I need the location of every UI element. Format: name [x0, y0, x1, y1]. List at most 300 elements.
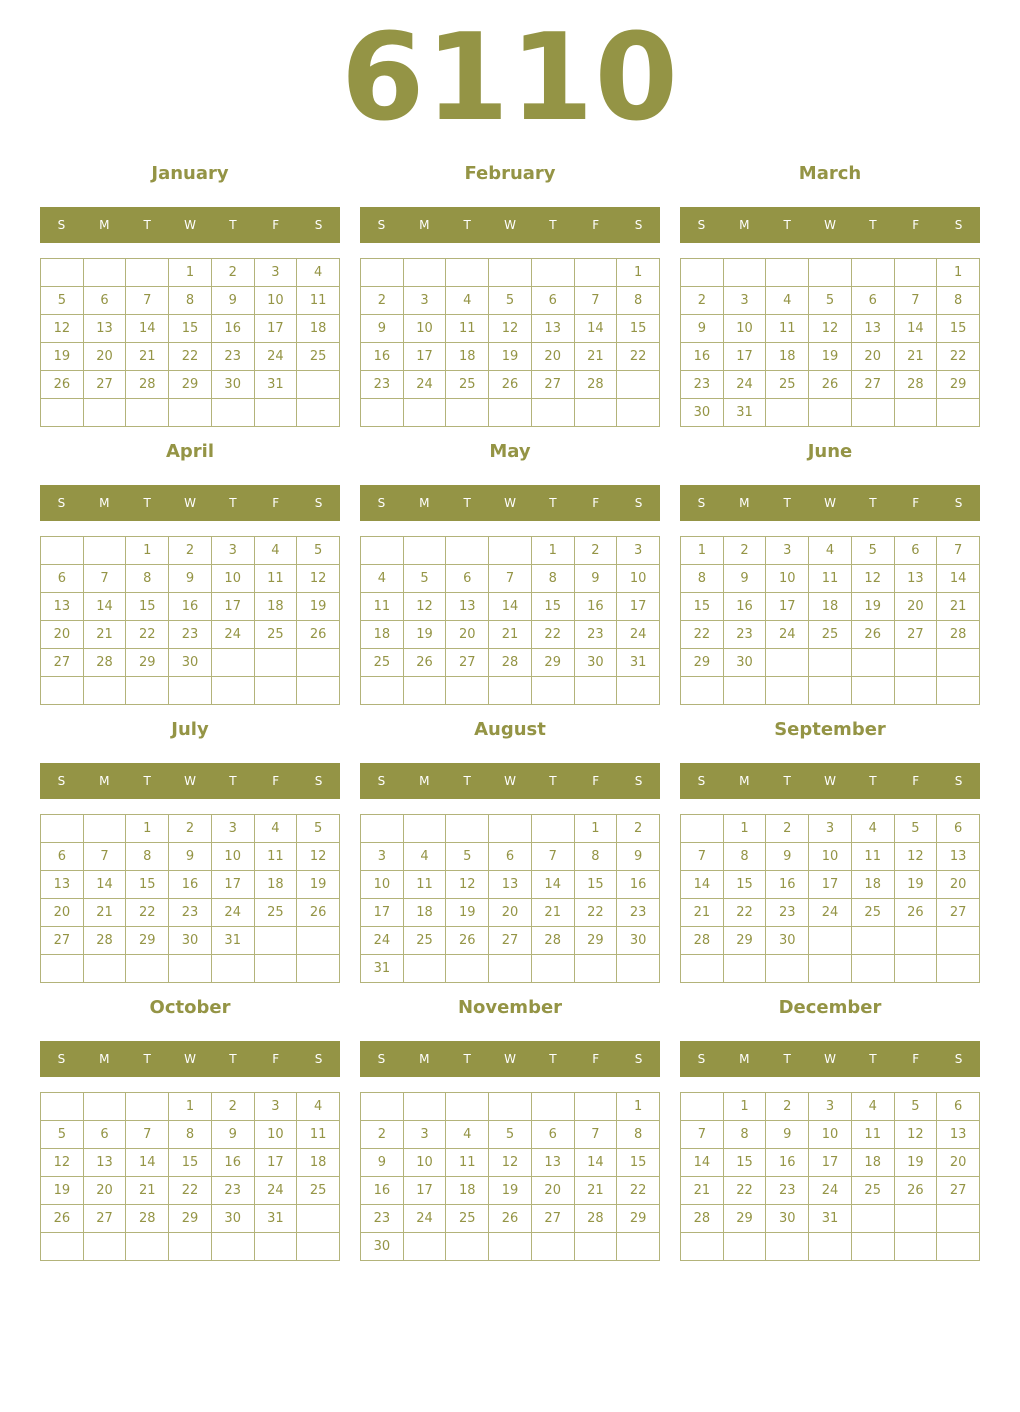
day-cell: 1: [126, 815, 169, 843]
day-cell: [84, 955, 127, 983]
weekday-label: T: [229, 774, 237, 788]
day-cell: 1: [681, 537, 724, 565]
day-cell: 10: [212, 843, 255, 871]
day-cell: 5: [895, 815, 938, 843]
day-cell: 13: [532, 315, 575, 343]
day-cell: 21: [84, 899, 127, 927]
day-cell: [84, 1233, 127, 1261]
day-cell: [575, 399, 618, 427]
day-cell: 9: [724, 565, 767, 593]
day-cell: 13: [852, 315, 895, 343]
weekday-label: M: [739, 1052, 750, 1066]
month-january: [40, 160, 340, 427]
day-cell: 28: [532, 927, 575, 955]
day-cell: 16: [681, 343, 724, 371]
day-cell: 13: [937, 1121, 980, 1149]
day-cell: [446, 955, 489, 983]
day-cell: [937, 927, 980, 955]
weekday-label: T: [463, 1052, 471, 1066]
day-cell: 24: [766, 621, 809, 649]
weekday-header: [360, 207, 660, 243]
day-cell: 17: [212, 593, 255, 621]
day-cell: 25: [297, 343, 340, 371]
day-cell: 18: [404, 899, 447, 927]
day-cell: 7: [489, 565, 532, 593]
day-cell: [84, 677, 127, 705]
day-cell: 27: [489, 927, 532, 955]
day-cell: 27: [41, 649, 84, 677]
day-cell: 27: [84, 1205, 127, 1233]
day-cell: 11: [852, 1121, 895, 1149]
day-cell: [126, 955, 169, 983]
day-cell: 25: [766, 371, 809, 399]
day-cell: 3: [404, 1121, 447, 1149]
day-cell: [766, 677, 809, 705]
day-cell: 1: [617, 1093, 660, 1121]
day-cell: 23: [575, 621, 618, 649]
day-cell: [361, 677, 404, 705]
day-cell: 22: [724, 1177, 767, 1205]
day-cell: 28: [489, 649, 532, 677]
day-cell: 29: [575, 927, 618, 955]
day-cell: 17: [255, 1149, 298, 1177]
day-cell: 2: [212, 259, 255, 287]
day-cell: 15: [617, 1149, 660, 1177]
day-cell: 28: [84, 649, 127, 677]
month-name: June: [807, 441, 853, 462]
day-grid: [680, 258, 980, 427]
weekday-label: M: [419, 496, 430, 510]
day-cell: [532, 677, 575, 705]
day-cell: [255, 1233, 298, 1261]
month-june: [680, 438, 980, 705]
day-cell: 15: [126, 593, 169, 621]
weekday-label: W: [504, 774, 516, 788]
day-cell: [681, 1233, 724, 1261]
weekday-label: S: [634, 1052, 643, 1066]
day-cell: 22: [169, 343, 212, 371]
day-cell: [169, 399, 212, 427]
day-cell: 28: [575, 371, 618, 399]
day-cell: [212, 1233, 255, 1261]
day-cell: 21: [575, 343, 618, 371]
day-cell: [852, 677, 895, 705]
day-cell: [297, 399, 340, 427]
day-cell: 10: [361, 871, 404, 899]
day-cell: 27: [41, 927, 84, 955]
day-cell: 16: [169, 593, 212, 621]
day-cell: [895, 927, 938, 955]
day-cell: 10: [212, 565, 255, 593]
weekday-label: F: [592, 774, 600, 788]
day-cell: 17: [212, 871, 255, 899]
weekday-label: W: [824, 774, 836, 788]
day-cell: [361, 1093, 404, 1121]
day-cell: [532, 1233, 575, 1261]
day-cell: 30: [361, 1233, 404, 1261]
day-cell: 8: [681, 565, 724, 593]
weekday-label: F: [272, 218, 280, 232]
month-october: [40, 994, 340, 1261]
day-cell: [681, 955, 724, 983]
month-name: January: [151, 163, 229, 184]
weekday-label: M: [419, 218, 430, 232]
weekday-label: T: [229, 218, 237, 232]
day-cell: 21: [575, 1177, 618, 1205]
day-cell: [84, 815, 127, 843]
day-cell: 16: [766, 1149, 809, 1177]
day-cell: 20: [489, 899, 532, 927]
day-cell: 16: [766, 871, 809, 899]
weekday-header: [680, 485, 980, 521]
day-cell: 19: [404, 621, 447, 649]
weekday-label: S: [954, 774, 963, 788]
day-cell: 15: [169, 315, 212, 343]
day-cell: 12: [895, 1121, 938, 1149]
weekday-label: M: [99, 1052, 110, 1066]
weekday-label: S: [314, 1052, 323, 1066]
month-february: [360, 160, 660, 427]
weekday-label: T: [869, 1052, 877, 1066]
day-cell: [681, 1093, 724, 1121]
day-cell: 25: [446, 371, 489, 399]
day-cell: 14: [532, 871, 575, 899]
weekday-label: F: [272, 774, 280, 788]
day-cell: 17: [404, 343, 447, 371]
day-cell: 26: [446, 927, 489, 955]
day-cell: 12: [852, 565, 895, 593]
day-cell: 8: [169, 1121, 212, 1149]
day-cell: [809, 399, 852, 427]
day-cell: 11: [852, 843, 895, 871]
month-name: April: [165, 441, 215, 462]
day-cell: [809, 677, 852, 705]
day-cell: 3: [255, 259, 298, 287]
day-cell: [255, 677, 298, 705]
year-title: 6110: [341, 9, 679, 148]
day-cell: 18: [446, 343, 489, 371]
day-cell: [126, 677, 169, 705]
day-cell: 8: [724, 1121, 767, 1149]
day-cell: 9: [681, 315, 724, 343]
day-cell: 26: [489, 371, 532, 399]
day-cell: 13: [446, 593, 489, 621]
day-cell: 29: [617, 1205, 660, 1233]
day-cell: 24: [724, 371, 767, 399]
day-cell: 18: [809, 593, 852, 621]
weekday-label: S: [57, 496, 66, 510]
day-cell: 30: [724, 649, 767, 677]
day-cell: 20: [446, 621, 489, 649]
day-cell: 5: [489, 1121, 532, 1149]
day-cell: 14: [681, 871, 724, 899]
day-cell: [212, 677, 255, 705]
day-cell: [809, 955, 852, 983]
weekday-label: S: [697, 218, 706, 232]
month-name: August: [474, 719, 546, 740]
day-cell: 24: [809, 1177, 852, 1205]
day-cell: 18: [255, 871, 298, 899]
day-cell: [809, 649, 852, 677]
day-cell: [404, 259, 447, 287]
day-cell: 31: [361, 955, 404, 983]
day-cell: 4: [766, 287, 809, 315]
weekday-label: S: [697, 1052, 706, 1066]
day-cell: 8: [169, 287, 212, 315]
day-cell: [84, 399, 127, 427]
month-april: [40, 438, 340, 705]
day-cell: 11: [404, 871, 447, 899]
day-cell: 28: [681, 927, 724, 955]
day-cell: 27: [84, 371, 127, 399]
day-cell: 31: [617, 649, 660, 677]
day-cell: [489, 677, 532, 705]
day-cell: 26: [41, 1205, 84, 1233]
day-cell: [809, 927, 852, 955]
day-cell: 4: [404, 843, 447, 871]
day-cell: 8: [575, 843, 618, 871]
day-cell: [297, 1233, 340, 1261]
weekday-header: [680, 763, 980, 799]
weekday-label: S: [954, 218, 963, 232]
day-cell: 14: [489, 593, 532, 621]
day-cell: [169, 1233, 212, 1261]
day-cell: [446, 399, 489, 427]
day-cell: [404, 537, 447, 565]
day-cell: 22: [724, 899, 767, 927]
day-cell: 27: [446, 649, 489, 677]
day-cell: 5: [41, 287, 84, 315]
weekday-label: W: [184, 1052, 196, 1066]
day-cell: [937, 955, 980, 983]
day-cell: [404, 955, 447, 983]
day-cell: [895, 1205, 938, 1233]
day-cell: 18: [766, 343, 809, 371]
weekday-label: F: [912, 496, 920, 510]
day-cell: [575, 677, 618, 705]
day-cell: 3: [361, 843, 404, 871]
day-cell: 20: [84, 343, 127, 371]
day-cell: 10: [404, 1149, 447, 1177]
day-cell: 7: [126, 287, 169, 315]
day-cell: 3: [617, 537, 660, 565]
weekday-label: S: [634, 218, 643, 232]
day-cell: 12: [895, 843, 938, 871]
day-cell: 9: [212, 1121, 255, 1149]
day-cell: 5: [404, 565, 447, 593]
day-cell: 21: [681, 899, 724, 927]
day-cell: 6: [41, 565, 84, 593]
weekday-label: T: [143, 218, 151, 232]
day-grid: [40, 814, 340, 983]
day-cell: 10: [255, 1121, 298, 1149]
day-cell: 1: [617, 259, 660, 287]
day-cell: [681, 677, 724, 705]
day-cell: 30: [169, 927, 212, 955]
day-cell: 19: [41, 1177, 84, 1205]
day-cell: 16: [575, 593, 618, 621]
day-cell: 7: [575, 287, 618, 315]
day-cell: 25: [852, 1177, 895, 1205]
weekday-label: S: [57, 774, 66, 788]
weekday-label: S: [377, 496, 386, 510]
day-cell: 21: [895, 343, 938, 371]
day-cell: 4: [852, 1093, 895, 1121]
day-cell: 27: [532, 1205, 575, 1233]
day-cell: [212, 649, 255, 677]
day-cell: 9: [575, 565, 618, 593]
weekday-label: M: [739, 218, 750, 232]
weekday-header: [40, 207, 340, 243]
day-cell: 17: [361, 899, 404, 927]
month-name: September: [774, 719, 886, 740]
day-cell: 4: [446, 287, 489, 315]
day-cell: 22: [617, 1177, 660, 1205]
day-cell: 13: [532, 1149, 575, 1177]
weekday-label: F: [272, 1052, 280, 1066]
day-cell: 9: [617, 843, 660, 871]
day-cell: [532, 815, 575, 843]
day-cell: 6: [41, 843, 84, 871]
day-cell: 24: [361, 927, 404, 955]
day-cell: [809, 259, 852, 287]
day-cell: 5: [297, 815, 340, 843]
day-cell: [724, 1233, 767, 1261]
day-cell: 24: [255, 1177, 298, 1205]
day-cell: 2: [575, 537, 618, 565]
day-cell: 23: [212, 1177, 255, 1205]
weekday-label: S: [634, 496, 643, 510]
day-cell: 24: [255, 343, 298, 371]
day-cell: 3: [809, 815, 852, 843]
day-cell: [575, 1093, 618, 1121]
day-cell: 23: [766, 899, 809, 927]
day-cell: 13: [937, 843, 980, 871]
day-cell: 5: [895, 1093, 938, 1121]
day-cell: [212, 955, 255, 983]
day-cell: 10: [809, 843, 852, 871]
day-cell: 7: [532, 843, 575, 871]
weekday-label: S: [314, 774, 323, 788]
day-cell: [766, 649, 809, 677]
day-cell: 27: [852, 371, 895, 399]
day-cell: 7: [681, 843, 724, 871]
day-cell: 11: [809, 565, 852, 593]
day-cell: 5: [489, 287, 532, 315]
day-cell: [766, 259, 809, 287]
day-cell: [361, 399, 404, 427]
day-cell: 15: [724, 1149, 767, 1177]
weekday-label: W: [504, 1052, 516, 1066]
month-may: [360, 438, 660, 705]
day-cell: 21: [937, 593, 980, 621]
day-cell: 15: [532, 593, 575, 621]
day-cell: 1: [169, 259, 212, 287]
day-cell: 31: [724, 399, 767, 427]
day-cell: 17: [255, 315, 298, 343]
day-cell: 9: [169, 565, 212, 593]
weekday-label: W: [184, 496, 196, 510]
day-cell: 2: [766, 815, 809, 843]
day-cell: [297, 371, 340, 399]
day-cell: 18: [852, 1149, 895, 1177]
day-cell: 9: [766, 1121, 809, 1149]
day-cell: 17: [724, 343, 767, 371]
day-cell: 14: [681, 1149, 724, 1177]
day-cell: [41, 815, 84, 843]
day-cell: 30: [575, 649, 618, 677]
day-cell: 20: [41, 899, 84, 927]
month-name: March: [798, 163, 862, 184]
day-cell: [575, 955, 618, 983]
day-cell: 29: [169, 1205, 212, 1233]
day-cell: 21: [126, 343, 169, 371]
day-cell: [852, 1205, 895, 1233]
day-cell: [297, 649, 340, 677]
day-cell: 25: [361, 649, 404, 677]
weekday-label: S: [314, 218, 323, 232]
day-cell: 19: [895, 871, 938, 899]
day-cell: 25: [446, 1205, 489, 1233]
day-cell: 4: [297, 259, 340, 287]
month-name: December: [778, 997, 882, 1018]
day-cell: 7: [84, 565, 127, 593]
day-cell: 27: [937, 1177, 980, 1205]
weekday-label: M: [739, 774, 750, 788]
day-cell: [489, 815, 532, 843]
day-cell: 13: [41, 871, 84, 899]
day-cell: [937, 1233, 980, 1261]
day-cell: 27: [532, 371, 575, 399]
day-cell: 26: [895, 1177, 938, 1205]
day-cell: 11: [255, 843, 298, 871]
month-september: [680, 716, 980, 983]
day-cell: [489, 399, 532, 427]
day-cell: 6: [937, 1093, 980, 1121]
weekday-label: F: [912, 774, 920, 788]
day-cell: 23: [212, 343, 255, 371]
day-cell: 16: [724, 593, 767, 621]
day-cell: 15: [169, 1149, 212, 1177]
day-cell: 28: [681, 1205, 724, 1233]
day-cell: 2: [766, 1093, 809, 1121]
day-cell: [895, 259, 938, 287]
day-cell: 29: [126, 649, 169, 677]
day-cell: 20: [532, 343, 575, 371]
day-cell: 16: [617, 871, 660, 899]
day-cell: 3: [724, 287, 767, 315]
day-cell: 23: [617, 899, 660, 927]
day-cell: [895, 1233, 938, 1261]
day-cell: [255, 927, 298, 955]
day-cell: 31: [255, 1205, 298, 1233]
day-cell: 26: [297, 899, 340, 927]
month-name: October: [149, 997, 231, 1018]
weekday-label: T: [549, 218, 557, 232]
day-cell: 19: [297, 593, 340, 621]
day-cell: 6: [84, 287, 127, 315]
day-cell: 8: [617, 287, 660, 315]
day-cell: 28: [84, 927, 127, 955]
day-cell: 11: [766, 315, 809, 343]
weekday-label: W: [824, 218, 836, 232]
day-cell: 3: [766, 537, 809, 565]
day-cell: [361, 815, 404, 843]
day-cell: [446, 815, 489, 843]
day-cell: 20: [41, 621, 84, 649]
day-cell: [617, 1233, 660, 1261]
weekday-label: T: [783, 774, 791, 788]
